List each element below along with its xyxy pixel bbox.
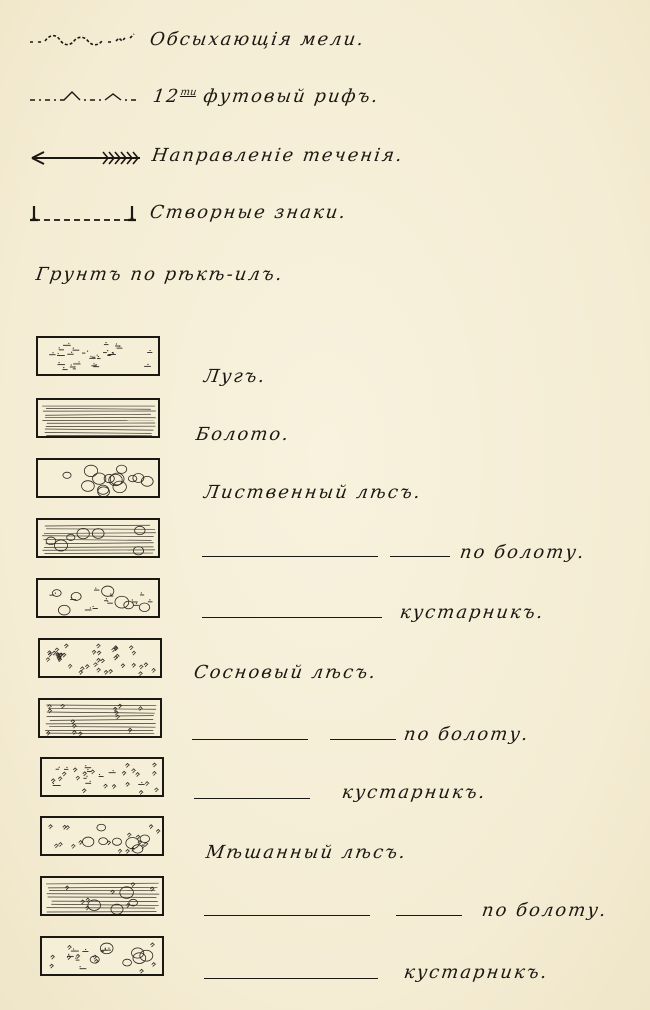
deciduous-shrub-pattern xyxy=(38,580,160,618)
pine-swamp-pattern xyxy=(40,700,162,738)
deciduous-swamp-pattern xyxy=(38,520,160,558)
reef-symbol xyxy=(28,88,148,108)
pine-shrub-pattern xyxy=(42,759,164,797)
pine-pattern xyxy=(40,640,162,678)
deciduous-swamp-label: по болоту. xyxy=(458,542,587,563)
mixed-shrub-pattern xyxy=(42,938,164,976)
pine-swatch xyxy=(38,638,162,678)
mixed-swamp-pattern xyxy=(42,878,164,916)
mixed-swatch xyxy=(40,816,164,856)
drying-shoals-symbol xyxy=(28,28,138,52)
drying-shoals-label: Обсыхающія мели. xyxy=(148,29,367,50)
reef-label xyxy=(152,86,381,107)
meadow-pattern xyxy=(38,338,160,376)
pine-swamp-leader-2 xyxy=(330,739,396,740)
reef-label-rest: футовый рифъ. xyxy=(194,86,381,107)
pine-shrub-swatch xyxy=(40,757,164,797)
deciduous-pattern xyxy=(38,460,160,498)
mixed-swamp-label: по болоту. xyxy=(480,900,609,921)
pine-swamp-swatch xyxy=(38,698,162,738)
range-marks-label: Створные знаки. xyxy=(148,202,349,223)
pine-swamp-label: по болоту. xyxy=(402,724,531,745)
pine-shrub-label: кустарникъ. xyxy=(340,782,488,803)
deciduous-label: Лиственный лѣсъ. xyxy=(202,482,424,503)
mixed-shrub-label: кустарникъ. xyxy=(402,962,550,983)
ground-title: Грунтъ по рѣкѣ-илъ. xyxy=(34,264,286,285)
pine-shrub-leader xyxy=(194,798,310,799)
deciduous-shrub-leader xyxy=(202,617,382,618)
pine-swamp-leader-1 xyxy=(192,739,308,740)
mixed-pattern xyxy=(42,818,164,856)
deciduous-swamp-swatch xyxy=(36,518,160,558)
mixed-shrub-leader xyxy=(204,978,378,979)
pine-label: Сосновый лѣсъ. xyxy=(192,662,379,683)
deciduous-swamp-leader-2 xyxy=(390,556,450,557)
range-marks-symbol xyxy=(28,200,140,226)
deciduous-swatch xyxy=(36,458,160,498)
deciduous-swamp-leader-1 xyxy=(202,556,378,557)
reef-label-sup: ти xyxy=(179,87,198,98)
swamp-swatch xyxy=(36,398,160,438)
deciduous-shrub-label: кустарникъ. xyxy=(398,602,546,623)
reef-label-number: 12 xyxy=(151,86,182,107)
meadow-swatch xyxy=(36,336,160,376)
mixed-label: Мѣшанный лѣсъ. xyxy=(204,842,409,863)
swamp-label: Болото. xyxy=(194,424,292,445)
mixed-swamp-leader-2 xyxy=(396,915,462,916)
mixed-shrub-swatch xyxy=(40,936,164,976)
mixed-swamp-swatch xyxy=(40,876,164,916)
mixed-swamp-leader-1 xyxy=(204,915,370,916)
current-arrow-symbol xyxy=(28,146,144,170)
meadow-label: Лугъ. xyxy=(202,366,268,387)
deciduous-shrub-swatch xyxy=(36,578,160,618)
swamp-pattern xyxy=(38,400,160,438)
current-label: Направленіе теченія. xyxy=(150,145,406,166)
